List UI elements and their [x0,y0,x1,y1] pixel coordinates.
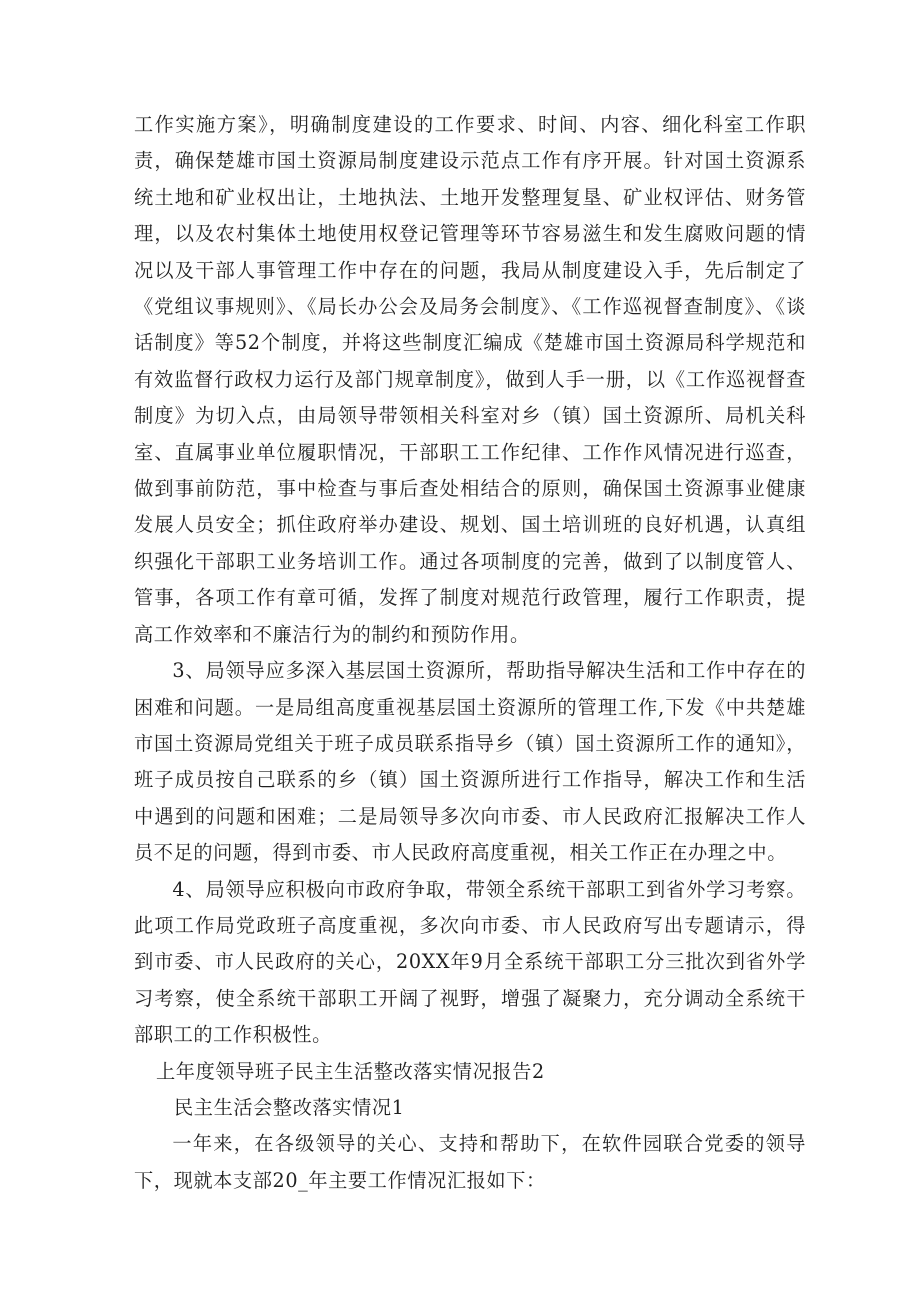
paragraph-intro: 一年来，在各级领导的关心、支持和帮助下，在软件园联合党委的领导下，现就本支部20_年主要工作情况汇报如下： [134,1132,806,1192]
document-body [134,107,806,1199]
paragraph-institution-building: 工作实施方案》，明确制度建设的工作要求、时间、内容、细化科室工作职责，确保楚雄市国土资源局制度建设示范点工作有序开展。针对国土资源系统土地和矿业权出让，土地执法、土地开发整理复垦、矿业权评估、财务管理，以及农村集体土地使用权登记管理等环节容易滋生和发生腐败问题的情况以及干部人事管理工作中存在的问题，我局从制度建设入手，先后制定了《党组议事规则》、《局长办公会及局务会制度》、《工作巡视督查制度》、《谈话制度》等52个制度，并将这些制度汇编成《楚雄市国土资源局科学规范和有效监督行政权力运行及部门规章制度》，做到人手一册，以《工作巡视督查制度》为切入点，由局领导带领相关科室对乡（镇）国土资源所、局机关科室、直属事业单位履职情况，干部职工工作纪律、工作作风情况进行巡查，做到事前防范，事中检查与事后查处相结合的原则，确保国土资源事业健康发展人员安全；抓住政府举办建设、规划、国土培训班的良好机遇，认真组织强化干部职工业务培训工作。通过各项制度的完善，做到了以制度管人、管事，各项工作有章可循，发挥了制度对规范行政管理，履行工作职责，提高工作效率和不廉洁行为的制约和预防作用。 [134,113,806,646]
paragraph-item-4: 4、局领导应积极向市政府争取，带领全系统干部职工到省外学习考察。此项工作局党政班子高度重视，多次向市委、市人民政府写出专题请示，得到市委、市人民政府的关心，20XX年9月全系统干部职工分三批次到省外学习考察，使全系统干部职工开阔了视野，增强了凝聚力，充分调动全系统干部职工的工作积极性。 [134,877,806,1047]
paragraph-item-3: 3、局领导应多深入基层国土资源所，帮助指导解决生活和工作中存在的困难和问题。一是局组高度重视基层国土资源所的管理工作,下发《中共楚雄市国土资源局党组关于班子成员联系指导乡（镇）国土资源所工作的通知》，班子成员按自己联系的乡（镇）国土资源所进行工作指导，解决工作和生活中遇到的问题和困难；二是局领导多次向市委、市人民政府汇报解决工作人员不足的问题，得到市委、市人民政府高度重视，相关工作正在办理之中。 [134,659,806,865]
report-subheading: 民主生活会整改落实情况1 [174,1095,405,1119]
report-heading: 上年度领导班子民主生活整改落实情况报告2 [156,1059,545,1083]
